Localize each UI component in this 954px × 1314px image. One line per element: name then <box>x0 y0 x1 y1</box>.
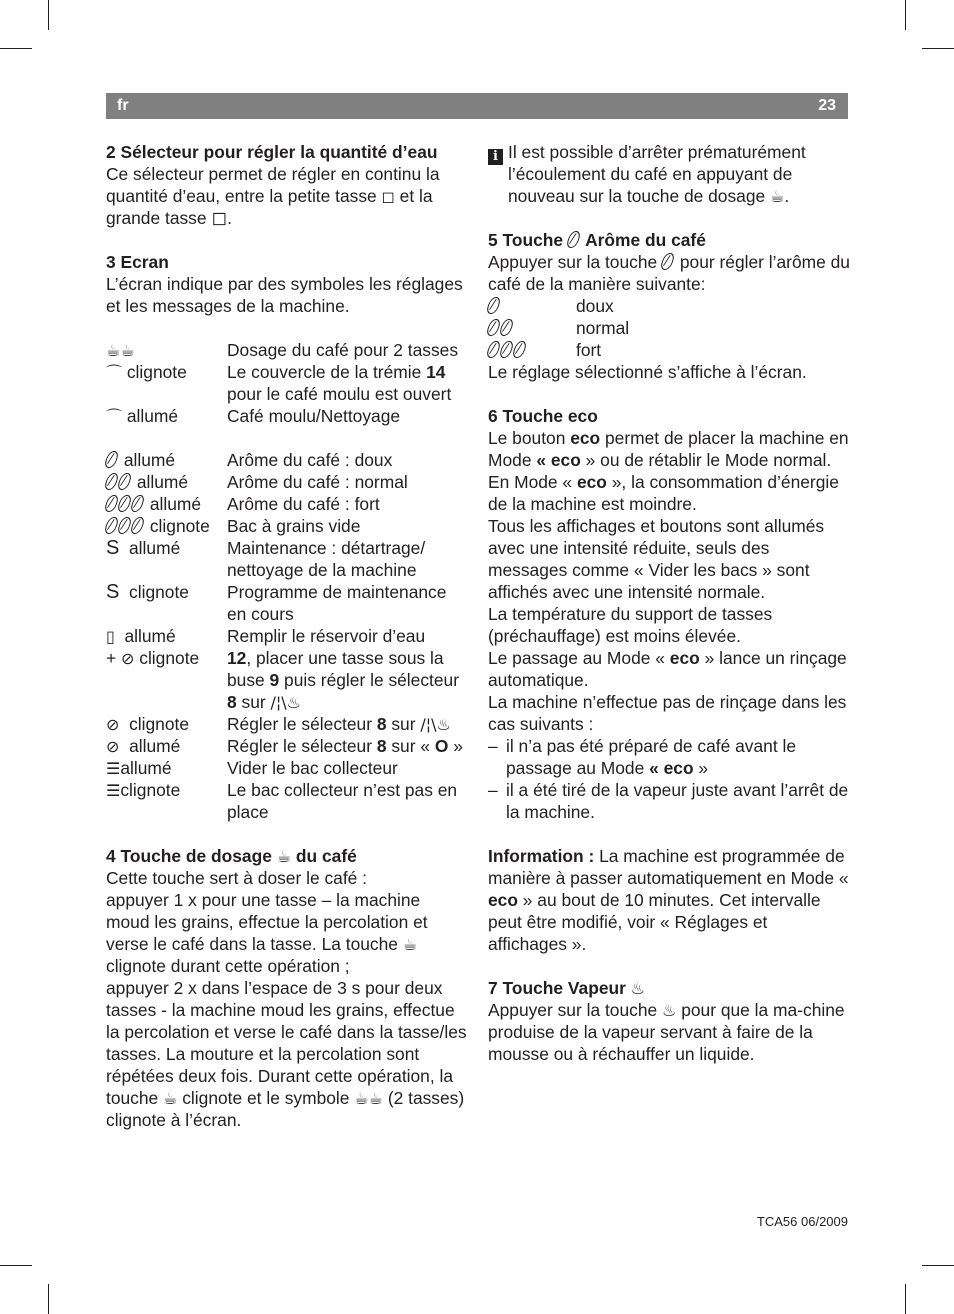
large-cup-icon: ◻ <box>211 207 228 229</box>
table-row: allumé Arôme du café : fort <box>106 493 468 515</box>
selector-icon: ⊘ <box>121 649 135 668</box>
drip-tray-icon: ☰ <box>106 759 121 778</box>
section-5-body: Appuyer sur la touche pour régler l’arôme du café de la manière suivante: <box>488 252 850 294</box>
steam-icon: ♨ <box>630 979 646 998</box>
table-row: + ⊘ clignote 12, placer une tasse sous la buse 9 puis régler le sélecteur 8 sur /¦\♨ <box>106 648 460 712</box>
water-tank-icon: ▯ <box>106 627 115 646</box>
table-row: ☰clignote Le bac collecteur n’est pas en place <box>106 780 458 822</box>
section-6-p1: Le bouton eco permet de placer la machine en Mode « eco » ou de rétablir le Mode normal. <box>488 428 849 470</box>
bean-3-icon <box>106 494 145 514</box>
crop-mark <box>48 0 49 30</box>
aroma-level: doux <box>488 295 850 317</box>
drip-tray-icon: ☰ <box>106 781 121 800</box>
section-2-body: Ce sélecteur permet de régler en continu la quantité d’eau, entre la petite tasse ◻ et la grande tasse ◻. <box>106 164 440 229</box>
crop-mark <box>922 48 954 49</box>
language-code: fr <box>117 97 129 114</box>
steam-position-icon: /¦\♨ <box>420 715 451 734</box>
section-4-p2: appuyer 1 x pour une tasse – la machine moud les grains, effectue la percolation et verse le café dans la tasse. La touche ☕ clignote durant cette opération ; <box>106 890 428 976</box>
section-2-title: 2 Sélecteur pour régler la quantité d’eau <box>106 142 438 162</box>
list-item: – il n’a pas été préparé de café avant le passage au Mode « eco » <box>488 736 797 778</box>
table-row: S clignote Programme de maintenance en cours <box>106 581 447 624</box>
section-6-p6: La machine n’effectue pas de rinçage dans les cas suivants : <box>488 692 847 734</box>
section-4-p3: appuyer 2 x dans l’espace de 3 s pour deux tasses - la machine moud les grains, effectue la percolation et verse le café dans la tasse/les tasses. La mouture et la percolation sont répétées deux fois. Durant cette opération, la touche ☕ clignote et le symbole ☕☕ (2 tasses) clignote à l’écran. <box>106 978 467 1130</box>
section-6-p5: Le passage au Mode « eco » lance un rinçage automatique. <box>488 648 847 690</box>
aroma-level: normal <box>488 317 850 339</box>
s-service-icon: S <box>106 581 120 603</box>
section-6-p3: Tous les affichages et boutons sont allumés avec une intensité réduite, seuls des messages comme « Vider les bacs » sont affichés avec une intensité normale. <box>488 516 825 602</box>
bean-2-icon <box>488 317 576 339</box>
crop-mark <box>48 1284 49 1314</box>
ground-coffee-scoop-icon: ⌒ <box>106 363 123 382</box>
small-cup-icon: ◻ <box>381 187 395 206</box>
section-3-body: L’écran indique par des symboles les réglages et les messages de la machine. <box>106 274 463 316</box>
table-row: allumé Arôme du café : doux <box>106 449 468 471</box>
cup-icon: ☕ <box>402 935 418 954</box>
s-service-icon: S <box>106 537 120 559</box>
table-row: ☰allumé Vider le bac collecteur <box>106 758 398 778</box>
crop-mark <box>0 48 32 49</box>
bean-3-icon <box>488 339 576 361</box>
section-7-body: Appuyer sur la touche ♨ pour que la ma-chine produise de la vapeur servant à faire de la mousse ou à réchauffer un liquide. <box>488 1000 845 1064</box>
section-4-p1: Cette touche sert à doser le café : <box>106 868 368 888</box>
two-cups-icon: ☕☕ <box>106 341 135 360</box>
page-header <box>106 93 848 119</box>
table-row: ⊘ allumé Régler le sélecteur 8 sur « O » <box>106 736 463 756</box>
table-row: ☕☕ Dosage du café pour 2 tasses <box>106 340 459 360</box>
table-row: ⌒ clignote Le couvercle de la trémie 14 pour le café moulu est ouvert <box>106 362 452 404</box>
cup-icon: ☕ <box>163 1089 178 1108</box>
two-cups-icon: ☕☕ <box>354 1089 383 1108</box>
steam-icon: ♨ <box>662 1001 677 1020</box>
left-column <box>106 141 468 1131</box>
section-6-p4: La température du support de tasses (préchauffage) est moins élevée. <box>488 604 773 646</box>
display-symbols-table <box>106 339 468 823</box>
bean-3-icon <box>106 516 145 536</box>
section-3-title: 3 Ecran <box>106 252 169 272</box>
section-5-title: 5 Touche Arôme du café <box>488 230 706 250</box>
steam-position-icon: /¦\♨ <box>270 693 302 712</box>
page-number: 23 <box>818 97 836 114</box>
crop-mark <box>905 0 906 30</box>
list-item: – il a été tiré de la vapeur juste avant l’arrêt de la machine. <box>488 780 849 822</box>
cup-icon: ☕ <box>276 847 292 866</box>
crop-mark <box>905 1284 906 1314</box>
selector-icon: ⊘ <box>106 715 120 734</box>
table-row: ⌒ allumé Café moulu/Nettoyage <box>106 406 401 426</box>
bean-2-icon <box>106 472 132 492</box>
crop-mark <box>0 1265 32 1266</box>
table-row: ⊘ clignote Régler le sélecteur 8 sur /¦\♨ <box>106 714 451 734</box>
table-row: ▯ allumé Remplir le réservoir d’eau <box>106 626 426 646</box>
section-6-title: 6 Touche eco <box>488 406 598 426</box>
bean-1-icon <box>103 451 120 468</box>
right-column <box>488 141 850 1065</box>
section-6-p2: En Mode « eco », la consommation d’énergie de la machine est moindre. <box>488 472 839 514</box>
aroma-level: fort <box>488 339 850 361</box>
info-icon: i <box>488 149 503 165</box>
selector-icon: ⊘ <box>106 737 120 756</box>
section-4-title: 4 Touche de dosage ☕ du café <box>106 846 357 866</box>
cup-icon: ☕ <box>770 187 785 206</box>
bean-1-icon <box>485 297 502 314</box>
section-5-after: Le réglage sélectionné s’affiche à l’écran. <box>488 362 807 382</box>
section-7-title: 7 Touche Vapeur ♨ <box>488 978 646 998</box>
table-row: allumé Arôme du café : normal <box>106 471 468 493</box>
info-note: i Il est possible d’arrêter prématurément l’écoulement du café en appuyant de nouveau sur la touche de dosage ☕. <box>488 141 850 207</box>
crop-mark <box>922 1265 954 1266</box>
table-row: S allumé Maintenance : détartrage/ nettoyage de la machine <box>106 537 426 580</box>
information-paragraph: Information : La machine est programmée de manière à passer automatiquement en Mode « eco » au bout de 10 minutes. Cet intervalle peut être modifié, voir « Réglages et affichages ». <box>488 846 849 954</box>
table-row: clignote Bac à grains vide <box>106 515 468 537</box>
footer-model-date: TCA56 06/2009 <box>756 1214 848 1229</box>
ground-coffee-scoop-icon: ⌒ <box>106 407 123 426</box>
